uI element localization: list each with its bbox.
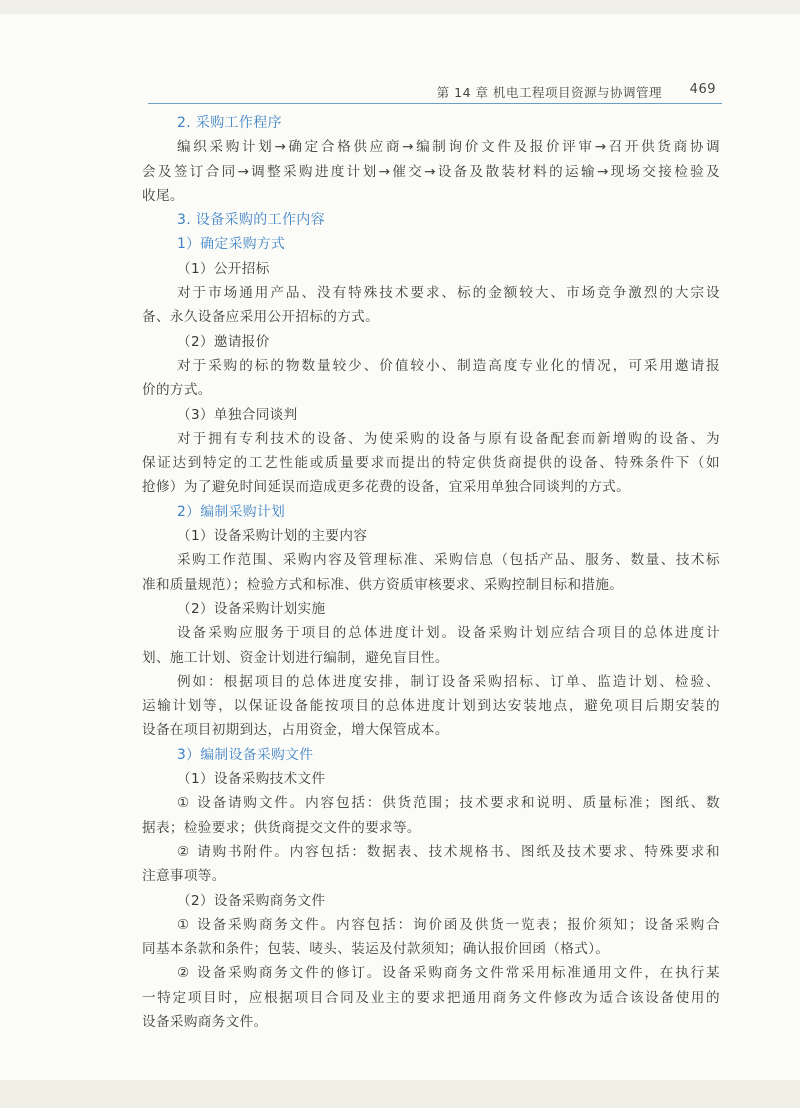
top-margin-strip (0, 0, 800, 14)
bottom-margin-strip (0, 1080, 800, 1108)
text-line: 设备采购应服务于项目的总体进度计划。设备采购计划应结合项目的总体进度计 (177, 625, 720, 642)
subsection-heading: 1）确定采购方式 (177, 236, 286, 253)
text-line: 备、永久设备应采用公开招标的方式。 (142, 309, 380, 326)
page-number: 469 (689, 82, 716, 97)
text-line: （2）设备采购商务文件 (177, 892, 326, 909)
header-rule (148, 103, 722, 104)
text-line: ① 设备采购商务文件。内容包括：询价函及供货一览表；报价须知；设备采购合 (177, 916, 720, 933)
text-line: 设备采购商务文件。 (142, 1013, 268, 1030)
text-line: ② 请购书附件。内容包括：数据表、技术规格书、图纸及技术要求、特殊要求和 (177, 843, 720, 860)
text-line: 设备在项目初期到达，占用资金，增大保管成本。 (142, 722, 449, 739)
text-line: 运输计划等，以保证设备能按项目的总体进度计划到达安装地点，避免项目后期安装的 (142, 698, 720, 715)
body-text (142, 111, 720, 1034)
text-line: 准和质量规范）；检验方式和标准、供方资质审核要求、采购控制目标和措施。 (142, 576, 624, 593)
text-line: 抢修）为了避免时间延误而造成更多花费的设备，宜采用单独合同谈判的方式。 (142, 479, 631, 496)
text-line: 采购工作范围、采购内容及管理标准、采购信息（包括产品、服务、数量、技术标 (177, 552, 720, 569)
text-line: 收尾。 (142, 187, 184, 204)
text-line: 对于市场通用产品、没有特殊技术要求、标的金额较大、市场竞争激烈的大宗设 (177, 285, 720, 302)
section-heading: 3. 设备采购的工作内容 (177, 212, 326, 229)
text-line: 价的方式。 (142, 382, 212, 399)
section-heading: 2. 采购工作程序 (177, 115, 282, 131)
text-line: 保证达到特定的工艺性能或质量要求而提出的特定供货商提供的设备、特殊条件下（如 (142, 455, 720, 472)
subsection-heading: 2）编制采购计划 (177, 503, 286, 520)
text-line: （1）设备采购计划的主要内容 (177, 528, 368, 545)
chapter-title: 第 14 章 机电工程项目资源与协调管理 (436, 85, 662, 100)
text-line: ① 设备请购文件。内容包括：供货范围；技术要求和说明、质量标准；图纸、数 (177, 795, 720, 812)
text-line: （1）公开招标 (177, 260, 270, 277)
text-line: 编织采购计划→确定合格供应商→编制询价文件及报价评审→召开供货商协调 (177, 139, 720, 156)
text-line: 划、施工计划、资金计划进行编制，避免盲目性。 (142, 649, 449, 666)
subsection-heading: 3）编制设备采购文件 (177, 746, 314, 763)
text-line: 会及签订合同→调整采购进度计划→催交→设备及散装材料的运输→现场交接检验及 (142, 163, 720, 180)
text-line: 注意事项等。 (142, 868, 226, 885)
text-line: 同基本条款和条件；包装、唛头、装运及付款须知；确认报价回函（格式）。 (142, 941, 610, 958)
text-line: 一特定项目时，应根据项目合同及业主的要求把通用商务文件修改为适合该设备使用的 (142, 989, 720, 1006)
text-line: 对于拥有专利技术的设备、为使采购的设备与原有设备配套而新增购的设备、为 (177, 430, 720, 447)
text-line: 对于采购的标的物数量较少、价值较小、制造高度专业化的情况，可采用邀请报 (177, 357, 720, 374)
text-line: ② 设备采购商务文件的修订。设备采购商务文件常采用标准通用文件，在执行某 (177, 965, 720, 982)
text-line: 据表；检验要求；供货商提交文件的要求等。 (142, 819, 421, 836)
running-header (145, 80, 720, 102)
text-line: （3）单独合同谈判 (177, 406, 298, 423)
text-line: 例如：根据项目的总体进度安排，制订设备采购招标、订单、监造计划、检验、 (177, 673, 720, 690)
text-line: （1）设备采购技术文件 (177, 771, 326, 788)
text-line: （2）设备采购计划实施 (177, 600, 326, 617)
text-line: （2）邀请报价 (177, 333, 270, 350)
